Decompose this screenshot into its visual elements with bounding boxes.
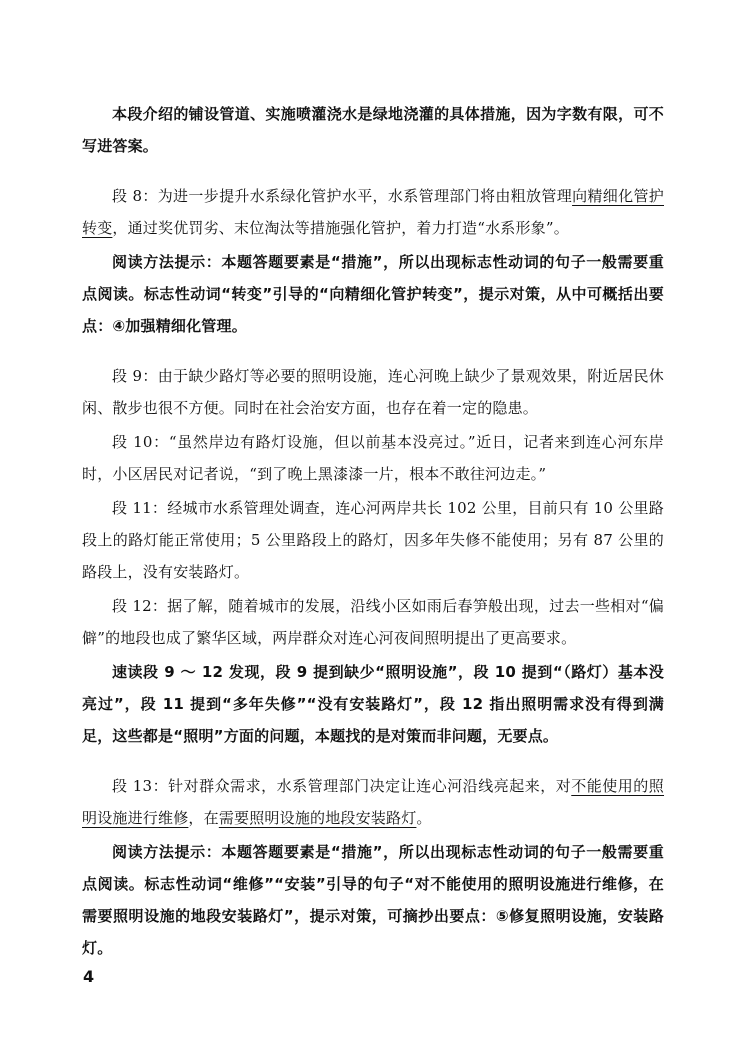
- note-paragraph-1: 本段介绍的铺设管道、实施喷灌浇水是绿地浇灌的具体措施，因为字数有限，可不写进答案。: [82, 105, 664, 155]
- paragraph-13-underlined-2: 需要照明设施的地段安装路灯: [218, 809, 417, 827]
- paragraph-8-text-b: ，通过奖优罚劣、末位淘汰等措施强化管护，着力打造“水系形象”。: [112, 219, 569, 237]
- reading-tip-1: 阅读方法提示：本题答题要素是“措施”，所以出现标志性动词的句子一般需要重点阅读。标志性动词“转变”引导的“向精细化管护转变”，提示对策，从中可概括出要点：④加强精细化管理。: [82, 253, 664, 335]
- page-number: 4: [83, 967, 95, 986]
- paragraph-13-text-b: 。: [416, 809, 432, 827]
- source-paragraph-10: 段 10：“虽然岸边有路灯设施，但以前基本没亮过。”近日，记者来到连心河东岸时，小区居民对记者说，“到了晚上黑漆漆一片，根本不敢往河边走。”: [82, 433, 664, 483]
- source-paragraph-12: 段 12：据了解，随着城市的发展，沿线小区如雨后春笋般出现，过去一些相对“偏僻”的地段也成了繁华区域，两岸群众对连心河夜间照明提出了更高要求。: [82, 597, 664, 647]
- paragraph-13-underlined-1: 不能使用的照明设施进行维修: [82, 777, 665, 827]
- paragraph-13-text-a: 段 13：针对群众需求，水系管理部门决定让连心河沿线亮起来，对: [112, 777, 572, 795]
- paragraph-13-text-m: ，在: [188, 809, 219, 827]
- source-paragraph-11: 段 11：经城市水系管理处调查，连心河两岸共长 102 公里，目前只有 10 公里路段上的路灯能正常使用；5 公里路段上的路灯，因多年失修不能使用；另有 87 公里的路段上，没有安装路灯。: [82, 499, 664, 581]
- source-paragraph-9: 段 9：由于缺少路灯等必要的照明设施，连心河晚上缺少了景观效果，附近居民休闲、散步也很不方便。同时在社会治安方面，也存在着一定的隐患。: [82, 367, 664, 417]
- source-paragraph-13: [82, 770, 664, 834]
- paragraph-8-text-a: 段 8：为进一步提升水系绿化管护水平，水系管理部门将由粗放管理: [112, 187, 573, 205]
- reading-tip-2: 阅读方法提示：本题答题要素是“措施”，所以出现标志性动词的句子一般需要重点阅读。标志性动词“维修”“安装”引导的句子“对不能使用的照明设施进行维修，在需要照明设施的地段安装路灯”，提示对策，可摘抄出要点：⑤修复照明设施，安装路灯。: [82, 843, 664, 957]
- source-paragraph-8: [82, 180, 664, 244]
- speed-reading-note: 速读段 9 ～ 12 发现，段 9 提到缺少“照明设施”，段 10 提到“（路灯）基本没亮过”，段 11 提到“多年失修”“没有安装路灯”，段 12 指出照明需求没有得到满足，这些都是“照明”方面的问题，本题找的是对策而非问题，无要点。: [82, 663, 664, 745]
- paragraph-8-underlined: 向精细化管护转变: [82, 187, 664, 237]
- document-body: [82, 98, 664, 964]
